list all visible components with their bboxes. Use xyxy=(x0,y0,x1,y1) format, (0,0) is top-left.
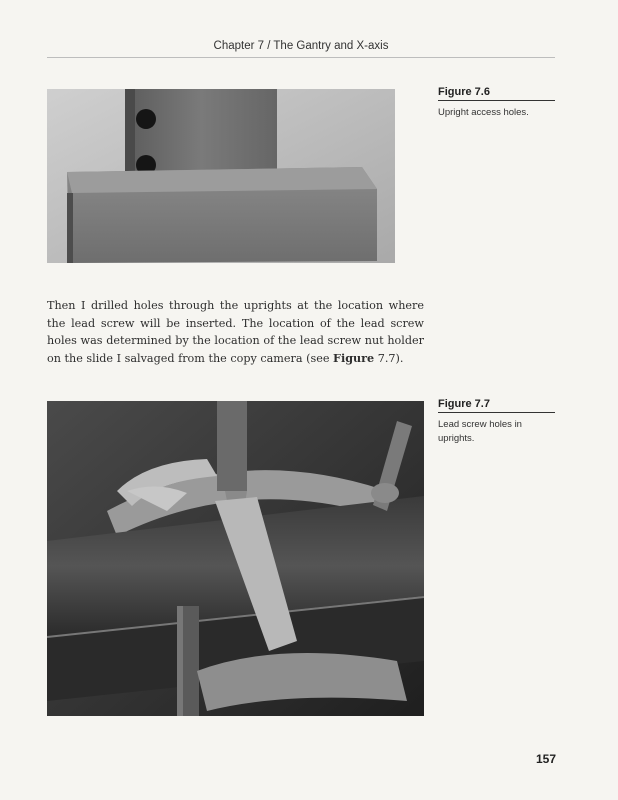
figure-reference-number: 7.7 xyxy=(374,351,396,365)
figure-7-7-label: Figure 7.7 xyxy=(438,398,555,413)
figure-7-7-caption-block xyxy=(438,398,555,446)
figure-7-6-caption-block xyxy=(438,86,555,120)
paragraph-text-end: ). xyxy=(395,351,404,365)
body-paragraph xyxy=(47,297,424,367)
paragraph-text-start: Then I drilled holes through the uprights at the location where the lead screw will be inserted. The location of the lead screw holes was determined by the location of the lead screw nut holder on the slide I salvaged from the copy camera (see xyxy=(47,299,424,365)
running-header: Chapter 7 / The Gantry and X-axis xyxy=(213,40,389,52)
figure-7-7-caption: Lead screw holes in uprights. xyxy=(438,419,522,444)
figure-reference: Figure xyxy=(333,350,375,365)
header-divider xyxy=(47,57,555,58)
figure-7-7-photo xyxy=(47,401,424,716)
figure-7-6-caption: Upright access holes. xyxy=(438,107,529,118)
page-number: 157 xyxy=(535,752,556,766)
figure-7-6-label: Figure 7.6 xyxy=(438,86,555,101)
figure-7-6-photo xyxy=(47,89,395,263)
